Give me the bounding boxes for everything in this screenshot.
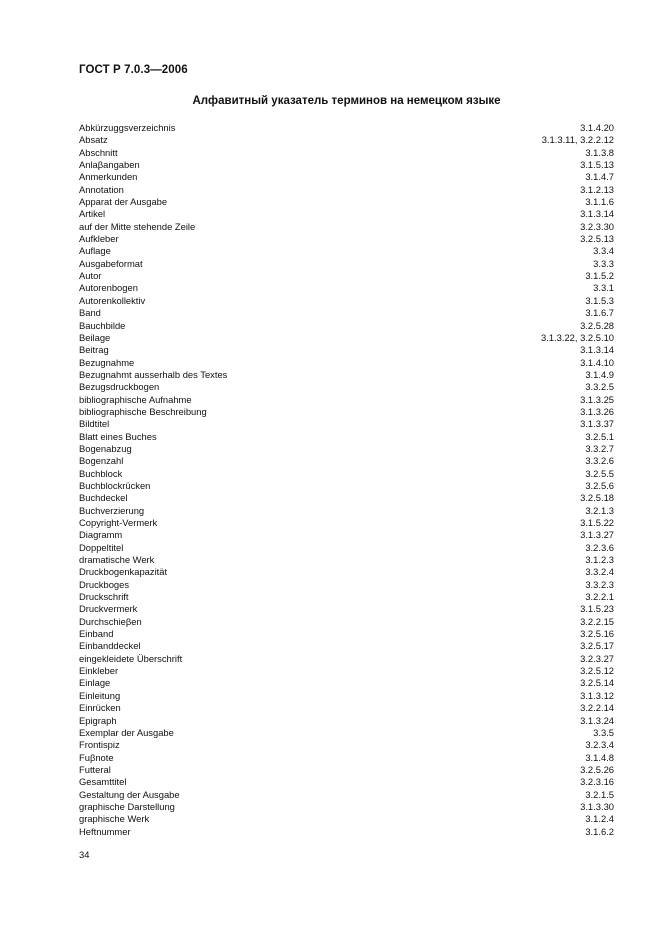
- index-entry: [79, 431, 614, 443]
- index-reference: 3.3.1: [593, 282, 614, 294]
- index-entry: [79, 702, 614, 714]
- index-entry: [79, 307, 614, 319]
- index-term: Frontispiz: [79, 739, 120, 751]
- index-reference: 3.3.5: [593, 726, 614, 738]
- index-term: Autorenbogen: [79, 282, 138, 294]
- index-reference: 3.2.5.18: [580, 492, 614, 504]
- index-reference: 3.2.5.1: [585, 430, 614, 442]
- index-term: Bezugnahme: [79, 356, 135, 368]
- index-term: Doppeltitel: [79, 541, 124, 553]
- index-reference: 3.2.3.30: [580, 220, 614, 232]
- index-term: Einband: [79, 628, 114, 640]
- index-term: graphische Darstellung: [79, 800, 175, 812]
- index-reference: 3.1.3.8: [585, 146, 614, 158]
- index-reference: 3.1.4.10: [580, 356, 614, 368]
- page-number: 34: [79, 849, 90, 860]
- index-term: Buchblock: [79, 467, 123, 479]
- index-term: Abschnitt: [79, 146, 118, 158]
- index-reference: 3.1.3.12: [580, 689, 614, 701]
- index-entry: [79, 492, 614, 504]
- index-reference: 3.3.2.6: [585, 455, 614, 467]
- index-title: Алфавитный указатель терминов на немецком языке: [192, 95, 501, 107]
- index-reference: 3.1.6.7: [585, 307, 614, 319]
- index-term: Bogenabzug: [79, 442, 132, 454]
- index-reference: 3.2.1.3: [585, 504, 614, 516]
- index-entry: [79, 418, 614, 430]
- index-reference: 3.2.1.5: [585, 788, 614, 800]
- index-entry: [79, 752, 614, 764]
- index-reference: 3.2.3.16: [580, 776, 614, 788]
- index-term: Futteral: [79, 763, 111, 775]
- index-term: Gesamttitel: [79, 776, 127, 788]
- index-term: bibliographische Beschreibung: [79, 405, 207, 417]
- index-term: Auflage: [79, 245, 111, 257]
- index-entry: [79, 826, 614, 838]
- index-entry: [79, 270, 614, 282]
- index-entry: [79, 344, 614, 356]
- index-entry: [79, 554, 614, 566]
- index-reference: 3.2.2.1: [585, 591, 614, 603]
- index-reference: 3.3.2.4: [585, 566, 614, 578]
- index-term: Druckschrift: [79, 591, 129, 603]
- index-term: Autorenkollektiv: [79, 294, 146, 306]
- index-reference: 3.1.5.2: [585, 270, 614, 282]
- index-entry: [79, 603, 614, 615]
- index-entry: [79, 517, 614, 529]
- index-reference: 3.1.5.3: [585, 294, 614, 306]
- index-reference: 3.2.5.12: [580, 665, 614, 677]
- index-reference: 3.1.3.22, 3.2.5.10: [541, 331, 614, 343]
- index-term: Einrücken: [79, 702, 121, 714]
- index-term: eingekleidete Überschrift: [79, 652, 183, 664]
- index-term: Heftnummer: [79, 825, 131, 837]
- index-entry: [79, 801, 614, 813]
- index-entry: [79, 566, 614, 578]
- index-entry: [79, 727, 614, 739]
- index-entry: [79, 542, 614, 554]
- index-reference: 3.3.4: [593, 245, 614, 257]
- index-entry: [79, 208, 614, 220]
- index-term: Gestaltung der Ausgabe: [79, 788, 180, 800]
- index-entry: [79, 245, 614, 257]
- index-term: Beitrag: [79, 344, 109, 356]
- index-term: Buchdeckel: [79, 492, 128, 504]
- index-term: Copyright-Vermerk: [79, 517, 158, 528]
- index-reference: 3.1.2.3: [585, 554, 614, 566]
- index-reference: 3.1.3.11, 3.2.2.12: [541, 134, 614, 146]
- index-reference: 3.2.3.27: [580, 652, 614, 664]
- index-reference: 3.1.4.7: [585, 171, 614, 183]
- index-term: Bogenzahl: [79, 455, 124, 467]
- index-entry: [79, 640, 614, 652]
- index-reference: 3.1.3.25: [580, 393, 614, 405]
- index-entry: [79, 320, 614, 332]
- index-term: Buchverzierung: [79, 504, 145, 516]
- index-reference: 3.2.5.28: [580, 319, 614, 331]
- index-entry: [79, 529, 614, 541]
- index-entry: [79, 332, 614, 344]
- index-reference: 3.1.3.14: [580, 344, 614, 356]
- index-term: Absatz: [79, 134, 108, 146]
- index-reference: 3.1.5.22: [580, 517, 614, 528]
- index-entry: [79, 455, 614, 467]
- index-entry: [79, 690, 614, 702]
- index-entry: [79, 789, 614, 801]
- index-reference: 3.2.5.17: [580, 640, 614, 652]
- index-reference: 3.1.6.2: [585, 825, 614, 837]
- index-term: Apparat der Ausgabe: [79, 196, 168, 208]
- index-reference: 3.1.4.9: [585, 368, 614, 380]
- index-term: Epigraph: [79, 714, 117, 726]
- index-reference: 3.1.1.6: [585, 196, 614, 208]
- index-term: Einkleber: [79, 665, 119, 677]
- index-reference: 3.1.4.8: [585, 751, 614, 763]
- index-term: Beilage: [79, 331, 111, 343]
- index-term: Einbanddeckel: [79, 640, 141, 652]
- index-entry: [79, 381, 614, 393]
- index-entry: [79, 282, 614, 294]
- index-term: Einleitung: [79, 689, 121, 701]
- index-entry: [79, 591, 614, 603]
- index-term: Aufkleber: [79, 233, 119, 245]
- index-term: Bezugnahmt ausserhalb des Textes: [79, 368, 228, 380]
- index-entry: [79, 505, 614, 517]
- index-term: Band: [79, 307, 101, 319]
- index-entry: [79, 394, 614, 406]
- index-term: graphische Werk: [79, 813, 150, 825]
- term-index-list: [79, 122, 614, 838]
- index-entry: [79, 233, 614, 245]
- index-entry: [79, 369, 614, 381]
- index-entry: [79, 468, 614, 480]
- index-entry: [79, 258, 614, 270]
- index-reference: 3.2.5.5: [585, 467, 614, 479]
- index-term: Druckboges: [79, 578, 130, 590]
- index-entry: [79, 480, 614, 492]
- index-entry: [79, 616, 614, 628]
- index-term: Exemplar der Ausgabe: [79, 726, 174, 738]
- index-entry: [79, 628, 614, 640]
- index-entry: [79, 715, 614, 727]
- index-reference: 3.2.5.6: [585, 479, 614, 491]
- index-reference: 3.2.2.14: [580, 702, 614, 714]
- index-term: Durchschieβen: [79, 615, 142, 627]
- index-term: auf der Mitte stehende Zeile: [79, 220, 196, 232]
- index-term: Anmerkunden: [79, 171, 138, 183]
- index-entry: [79, 677, 614, 689]
- index-entry: [79, 147, 614, 159]
- index-reference: 3.1.5.23: [580, 603, 614, 615]
- index-term: Buchblockrücken: [79, 479, 151, 491]
- index-term: Bezugsdruckbogen: [79, 381, 160, 393]
- index-reference: 3.1.3.30: [580, 800, 614, 812]
- index-term: Druckvermerk: [79, 603, 138, 615]
- index-entry: [79, 357, 614, 369]
- index-term: Fuβnote: [79, 751, 114, 763]
- index-term: Ausgabeformat: [79, 257, 143, 269]
- index-entry: [79, 406, 614, 418]
- index-reference: 3.2.3.6: [585, 541, 614, 553]
- index-reference: 3.2.5.13: [580, 233, 614, 245]
- index-reference: 3.2.3.4: [585, 739, 614, 751]
- index-term: Blatt eines Buches: [79, 430, 157, 442]
- index-reference: 3.1.3.27: [580, 529, 614, 541]
- index-entry: [79, 221, 614, 233]
- index-reference: 3.1.3.37: [580, 418, 614, 430]
- index-entry: [79, 122, 614, 134]
- index-entry: [79, 443, 614, 455]
- index-reference: 3.1.2.4: [585, 813, 614, 825]
- index-reference: 3.1.3.14: [580, 208, 614, 220]
- index-reference: 3.1.5.13: [580, 159, 614, 171]
- index-reference: 3.1.3.26: [580, 405, 614, 417]
- index-entry: [79, 665, 614, 677]
- index-reference: 3.1.4.20: [580, 122, 614, 133]
- index-entry: [79, 776, 614, 788]
- index-entry: [79, 171, 614, 183]
- index-term: Druckbogenkapazität: [79, 566, 168, 578]
- index-entry: [79, 159, 614, 171]
- index-term: Anlaβangaben: [79, 159, 140, 171]
- index-term: bibliographische Aufnahme: [79, 393, 192, 405]
- index-entry: [79, 739, 614, 751]
- index-entry: [79, 579, 614, 591]
- index-term: Bauchbilde: [79, 319, 126, 331]
- index-entry: [79, 653, 614, 665]
- document-header: ГОСТ Р 7.0.3—2006: [79, 64, 188, 76]
- index-term: Autor: [79, 270, 102, 282]
- index-reference: 3.3.3: [593, 257, 614, 269]
- index-reference: 3.2.5.26: [580, 763, 614, 775]
- index-entry: [79, 184, 614, 196]
- index-term: Annotation: [79, 183, 124, 195]
- index-term: Diagramm: [79, 529, 123, 541]
- index-entry: [79, 764, 614, 776]
- index-reference: 3.3.2.5: [585, 381, 614, 393]
- index-entry: [79, 295, 614, 307]
- index-reference: 3.1.3.24: [580, 714, 614, 726]
- index-entry: [79, 813, 614, 825]
- index-term: dramatische Werk: [79, 554, 155, 566]
- index-reference: 3.3.2.3: [585, 578, 614, 590]
- index-term: Artikel: [79, 208, 106, 220]
- index-term: Bildtitel: [79, 418, 110, 430]
- index-reference: 3.2.5.16: [580, 628, 614, 640]
- index-entry: [79, 196, 614, 208]
- index-term: Abkürzuggsverzeichnis: [79, 122, 176, 133]
- index-reference: 3.2.5.14: [580, 677, 614, 689]
- index-term: Einlage: [79, 677, 111, 689]
- index-reference: 3.3.2.7: [585, 442, 614, 454]
- index-reference: 3.1.2.13: [580, 183, 614, 195]
- index-entry: [79, 134, 614, 146]
- index-reference: 3.2.2.15: [580, 615, 614, 627]
